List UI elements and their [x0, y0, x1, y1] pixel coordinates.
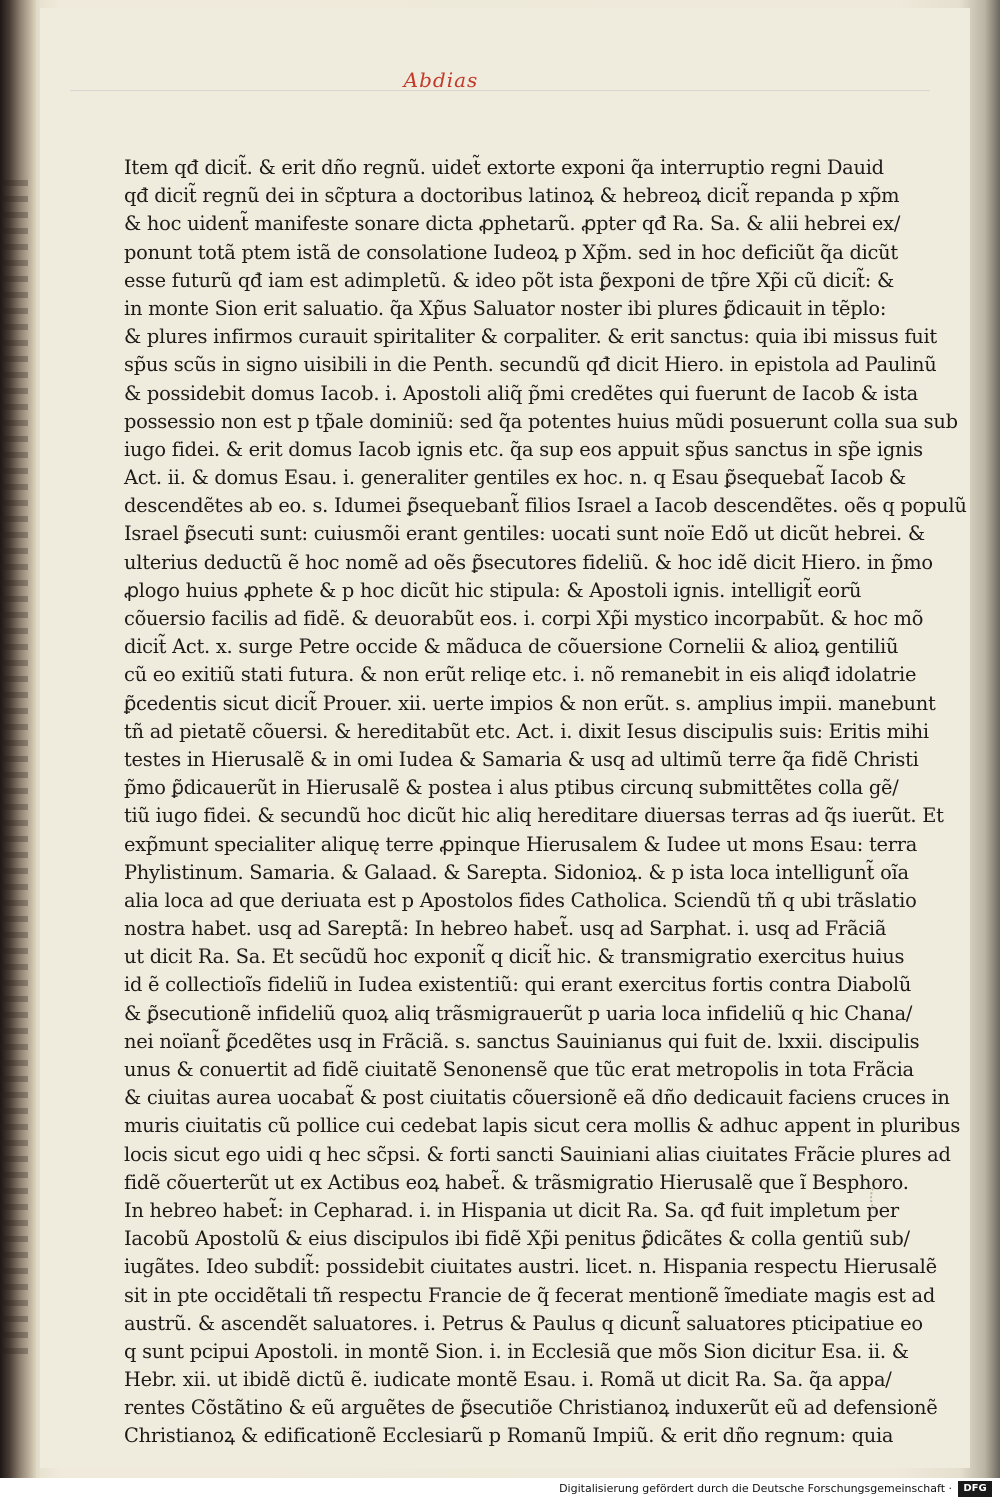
- text-line: In hebreo habet̃: in Cepharad. i. in Hispania ut dicit Ra. Sa. qđ fuit impletum per: [124, 1198, 899, 1222]
- text-line: ulterius deductũ ẽ hoc nomẽ ad oẽs ꝑ̃secutores fideliũ. & hoc idẽ dicit Hiero. in p̃mo: [124, 550, 933, 574]
- text-line: iugãtes. Ideo subdit̃: possidebit ciuitates austri. licet. n. Hispania respectu Hierusalẽ: [124, 1255, 937, 1279]
- paper-mark: [870, 1178, 902, 1218]
- text-line: dicit̃ Act. x. surge Petre occide & mãduca de cõuersione Cornelii & alioꝝ gentiliũ: [124, 635, 899, 659]
- text-line: Item qđ dicit̃. & erit dño regnũ. uidet̃ extorte exponi q̃a interruptio regni Dauid: [124, 156, 884, 179]
- text-line: sit in pte occidẽtali tñ respectu Francie de q̃ fecerat mentionẽ ĩmediate magis est ad: [124, 1283, 936, 1307]
- text-line: cũ eo exitiũ stati futura. & non erũt reliqe etc. i. nõ remanebit in eis aliqđ idolatrie: [124, 663, 917, 687]
- text-line: iugo fidei. & erit domus Iacob ignis etc. q̃a sup eos appuit sp̃us sanctus in sp̃e ignis: [124, 437, 923, 461]
- text-line: Christianoꝝ & edificationẽ Ecclesiarũ p Romanũ Impiũ. & erit dño regnum: quia: [124, 1424, 894, 1448]
- footer-credit: Digitalisierung gefördert durch die Deutsche Forschungsgemeinschaft ·: [559, 1482, 952, 1495]
- text-line: tñ ad pietatẽ cõuersi. & hereditabũt etc. Act. i. dixit Iesus discipulis suis: Eritis mihi: [124, 719, 929, 743]
- text-line: nostra habet. usq ad Sareptã: In hebreo habet̃. usq ad Sarphat. i. usq ad Frãciã: [124, 917, 887, 941]
- text-line: possessio non est p tp̃ale dominiũ: sed q̃a potentes huius mũdi posuerunt colla sua sub: [124, 409, 958, 433]
- text-line: ponunt totã ptem istã de consolatione Iudeoꝝ p Xp̃m. sed in hoc deficiũt q̃a dicũt: [124, 240, 898, 264]
- text-line: testes in Hierusalẽ & in omi Iudea & Samaria & usq ad ultimũ terre q̃a fidẽ Christi: [124, 747, 919, 771]
- text-line: in monte Sion erit saluatio. q̃a Xp̃us Saluator noster ibi plures ꝑ̃dicauit in tẽplo:: [124, 296, 887, 320]
- text-line: ꝓlogo huius ꝓphete & p hoc dicũt hic stipula: & Apostoli ignis. intelligit̃ eorũ: [124, 578, 862, 602]
- text-line: & possidebit domus Iacob. i. Apostoli aliq̃ p̃mi credẽtes qui fuerunt de Iacob & ista: [124, 381, 918, 405]
- text-block: [124, 154, 967, 1451]
- margin-note: [6, 1050, 28, 1230]
- text-line: id ẽ collectioĩs fideliũ in Iudea existentiũ: qui erant exercitus fortis contra Diabolũ: [124, 973, 912, 997]
- text-line: ut dicit Ra. Sa. Et secũdũ hoc exponit̃ q dicit̃ hic. & transmigratio exercitus huius: [124, 945, 905, 969]
- text-line: & plures infirmos curauit spiritaliter & corpaliter. & erit sanctus: quia ibi missus fuit: [124, 325, 937, 349]
- text-line: & ꝑ̃secutionẽ infideliũ quoꝝ aliq trãsmigrauerũt p uaria loca infideliũ q hic Chana/: [124, 1001, 913, 1025]
- text-line: Iacobũ Apostolũ & eius discipulos ibi fidẽ Xp̃i penitus ꝑ̃dicãtes & colla gentiũ sub/: [124, 1227, 910, 1251]
- text-line: ꝑ̃cedentis sicut dicit̃ Prouer. xii. uerte impios & non erũt. s. amplius impii. manebunt: [124, 691, 936, 715]
- text-line: austrũ. & ascendẽt saluatores. i. Petrus & Paulus q dicunt̃ saluatores pticipatiue eo: [124, 1311, 923, 1335]
- text-line: q sunt pcipui Apostoli. in montẽ Sion. i. in Ecclesiã que mõs Sion dicitur Esa. ii. &: [124, 1339, 909, 1363]
- footer-bar: [0, 1478, 1000, 1502]
- text-line: tiũ iugo fidei. & secundũ hoc dicũt hic aliq hereditare diuersas terras ad q̃s iuerũt. Et: [124, 804, 944, 828]
- text-line: unus & conuertit ad fidẽ ciuitatẽ Senonensẽ que tũc erat metropolis in tota Frãcia: [124, 1058, 914, 1081]
- text-line: p̃mo ꝑ̃dicauerũt in Hierusalẽ & postea i alus ptibus circunq submittẽtes colla gẽ/: [124, 776, 899, 800]
- ruled-line: [70, 90, 930, 91]
- text-line: Phylistinum. Samaria. & Galaad. & Sarepta. Sidonioꝝ. & p ista loca intelligunt̃ oĩa: [124, 860, 909, 884]
- running-head: Abdias: [403, 68, 479, 92]
- text-line: locis sicut ego uidi q hec sc̃psi. & forti sancti Sauiniani alias ciuitates Frãcie plures ad: [124, 1142, 951, 1166]
- text-line: Act. ii. & domus Esau. i. generaliter gentiles ex hoc. n. q Esau ꝑ̃sequebat̃ Iacob &: [124, 466, 906, 490]
- text-line: & ciuitas aurea uocabat̃ & post ciuitatis cõuersionẽ eã dño dedicauit faciens cruces in: [124, 1086, 950, 1110]
- dfg-logo: DFG: [958, 1481, 992, 1497]
- text-line: esse futurũ qđ iam est adimpletũ. & ideo põt ista ꝑ̃exponi de tp̃re Xp̃i cũ dicit̃: &: [124, 268, 894, 292]
- page: [40, 8, 970, 1468]
- text-line: Israel ꝑ̃secuti sunt: cuiusmõi erant gentiles: uocati sunt noïe Edõ ut dicũt hebrei. &: [124, 522, 925, 546]
- text-line: Hebr. xii. ut ibidẽ dictũ ẽ. iudicate montẽ Esau. i. Romã ut dicit Ra. Sa. q̃a appa/: [124, 1368, 892, 1392]
- text-line: fidẽ cõuerterũt ut ex Actibus eoꝝ habet̃. & trãsmigratio Hierusalẽ que ĩ Besphoro.: [124, 1170, 909, 1194]
- left-page-edge: [0, 0, 38, 1502]
- text-line: alia loca ad que deriuata est p Apostolos fides Catholica. Sciendũ tñ q ubi trãslatio: [124, 888, 917, 912]
- text-line: exp̃munt specialiter aliquę terre ꝓpinque Hierusalem & Iudee ut mons Esau: terra: [124, 832, 918, 856]
- text-line: cõuersio facilis ad fidẽ. & deuorabũt eos. i. corpi Xp̃i mystico incorpabũt. & hoc mõ: [124, 607, 924, 630]
- text-line: descendẽtes ab eo. s. Idumei ꝑ̃sequebant̃ filios Israel a Iacob descendẽtes. oẽs q populũ: [124, 494, 967, 518]
- text-line: muris ciuitatis cũ pollice cui cedebat lapis sicut cera mollis & adhuc appent in pluribus: [124, 1114, 961, 1138]
- text-line: sp̃us scũs in signo uisibili in die Penth. secundũ qđ dicit Hiero. in epistola ad Paulinũ: [124, 353, 937, 377]
- text-line: nei noïant̃ ꝑ̃cedẽtes usq in Frãciã. s. sanctus Sauinianus qui fuit de. lxxii. discipulis: [124, 1029, 920, 1053]
- text-line: rentes Cõstãtino & eũ arguẽtes de ꝑ̃secutiõe Christianoꝝ induxerũt eũ ad defensionẽ: [124, 1396, 938, 1420]
- text-line: qđ dicit̃ regnũ dei in sc̃ptura a doctoribus latinoꝝ & hebreoꝝ dicit̃ repanda p xp̃m: [124, 184, 900, 208]
- text-line: & hoc uident̃ manifeste sonare dicta ꝓphetarũ. ꝓpter qđ Ra. Sa. & alii hebrei ex/: [124, 212, 901, 236]
